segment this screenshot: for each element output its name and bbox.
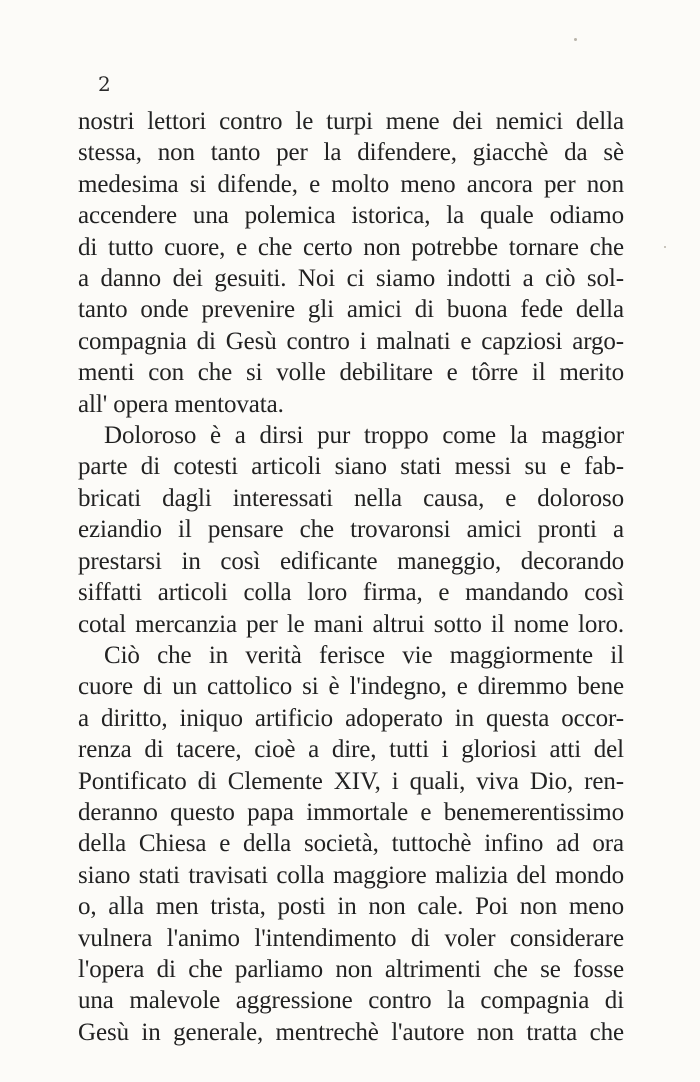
text-line: della Chiesa e della società, tuttochè infino ad ora (78, 830, 624, 858)
body-text (78, 106, 624, 1048)
text-line: vulnera l'animo l'intendimento di voler considerare (78, 924, 624, 952)
paper-speck (574, 38, 577, 41)
text-line: siano stati travisati colla maggiore malizia del mondo (78, 861, 624, 889)
text-line: o, alla men trista, posti in non cale. Poi non meno (78, 893, 624, 921)
text-line: stessa, non tanto per la difendere, giacchè da sè (78, 139, 624, 167)
text-line: a diritto, iniquo artificio adoperato in questa occor- (78, 704, 624, 732)
text-line: menti con che si volle debilitare e tôrre il merito (78, 359, 624, 387)
text-line: siffatti articoli colla loro firma, e mandando così (78, 579, 624, 607)
paper-speck (664, 246, 666, 248)
text-line: di tutto cuore, e che certo non potrebbe tornare che (78, 233, 624, 261)
text-line: l'opera di che parliamo non altrimenti che se fosse (78, 955, 624, 983)
text-line: cotal mercanzia per le mani altrui sotto il nome loro. (78, 610, 624, 638)
text-line: accendere una polemica istorica, la quale odiamo (78, 202, 624, 230)
text-line: bricati dagli interessati nella causa, e doloroso (78, 484, 624, 512)
text-line: Pontificato di Clemente XIV, i quali, viva Dio, ren- (78, 767, 624, 795)
text-line: medesima si difende, e molto meno ancora per non (78, 170, 624, 198)
text-line: cuore di un cattolico si è l'indegno, e diremmo bene (78, 673, 624, 701)
text-line: Ciò che in verità ferisce vie maggiormente il (104, 641, 624, 669)
text-line: all' opera mentovata. (78, 390, 284, 418)
text-line: prestarsi in così edificante maneggio, decorando (78, 547, 624, 575)
text-line: tanto onde prevenire gli amici di buona fede della (78, 296, 624, 324)
page-number: 2 (98, 72, 111, 96)
text-line: renza di tacere, cioè a dire, tutti i gloriosi atti del (78, 736, 624, 764)
text-line: eziandio il pensare che trovaronsi amici pronti a (78, 516, 624, 544)
text-line: compagnia di Gesù contro i malnati e capziosi argo- (78, 327, 624, 355)
text-line: Gesù in generale, mentrechè l'autore non tratta che (78, 1018, 624, 1046)
text-line: una malevole aggressione contro la compagnia di (78, 987, 624, 1015)
text-line: a danno dei gesuiti. Noi ci siamo indotti a ciò sol- (78, 265, 624, 293)
text-line: nostri lettori contro le turpi mene dei nemici della (78, 108, 624, 135)
text-line: deranno questo papa immortale e benemerentissimo (78, 798, 624, 826)
text-line: parte di cotesti articoli siano stati messi su e fab- (78, 453, 624, 481)
text-line: Doloroso è a dirsi pur troppo come la maggior (104, 422, 624, 450)
